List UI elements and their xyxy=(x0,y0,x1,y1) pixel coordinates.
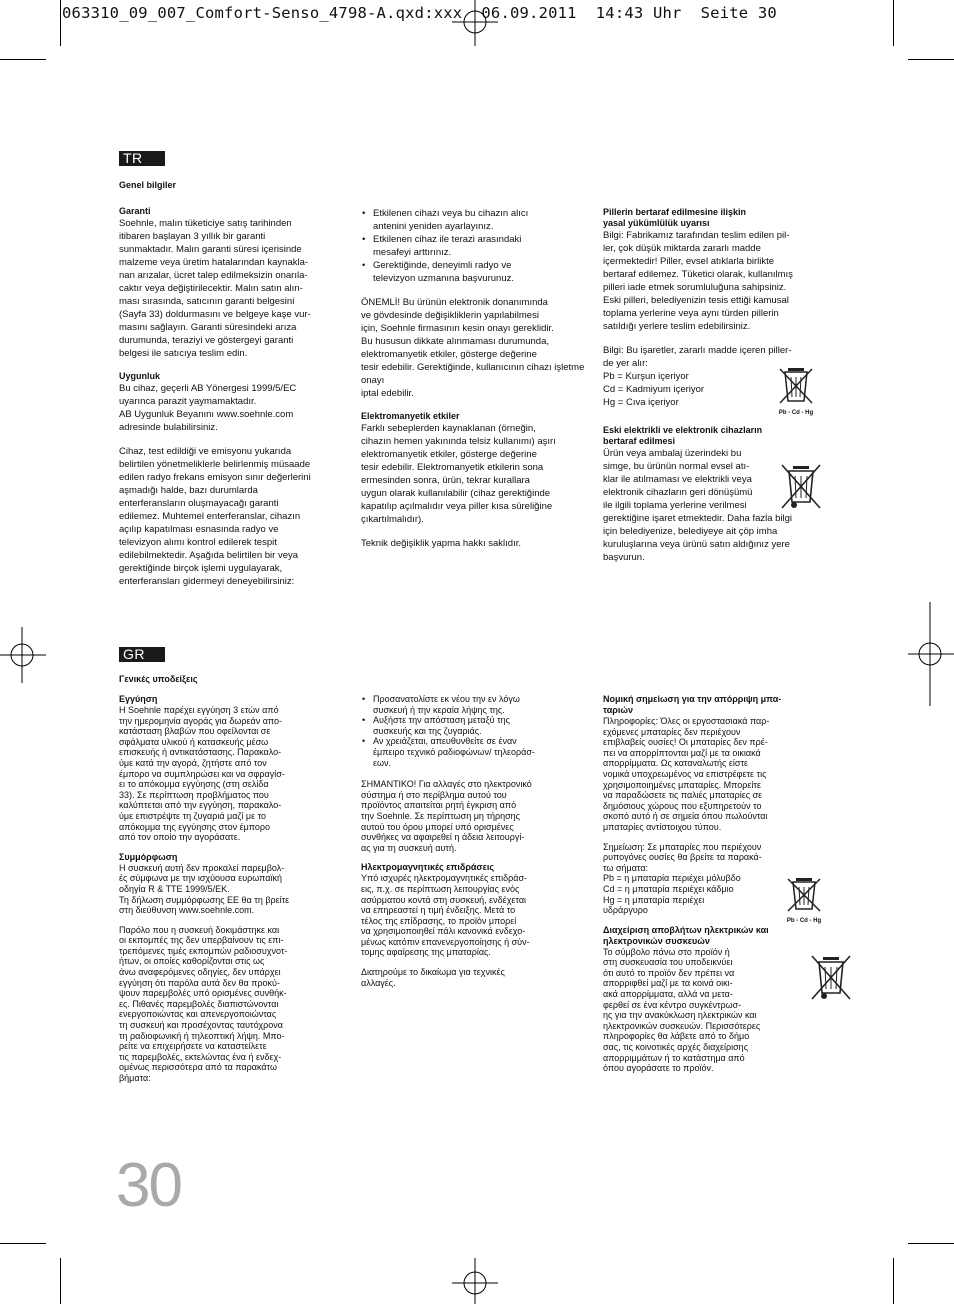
crop-mark-top-right-h xyxy=(908,59,954,60)
registration-mark-right-icon xyxy=(908,602,954,706)
gr-battery-bin-icon xyxy=(784,875,824,924)
tr-interference-text: Cihaz, test edildiği ve emisyonu yukarıda belirtilen yönetmeliklerle belirlenmiş müsaade edilen radyo frekans emisyon sınır değerlerini aşmadığı halde, bazı durumlarda enterferansların oluşmayacağı garanti edilemez. Muhtemel enterferanslar, cihazın açılıp kapatılması esnasında radyo ve televizyon alımı kontrol edilerek tespit edilebilmektedir. Aşağıda belirtilen bir veya gerektiğinde birçok işlemi uygulayarak, enterferansları gidermeyi deneyebilirsiniz: xyxy=(119,446,311,587)
tr-battery-note: Bilgi: Bu işaretler, zararlı madde içeren piller- de yer alır: Pb = Kurşun içeriyor Cd = Kadmiyum içeriyor Hg = Cıva içeriyor xyxy=(603,345,792,408)
tr-language-badge: TR xyxy=(119,151,165,166)
gr-battery-disposal-heading: Νομική σημείωση για την απόρριψη μπα- ταριών xyxy=(603,694,782,715)
crop-mark-top-left-v xyxy=(60,0,61,46)
tr-emc-heading: Elektromanyetik etkiler xyxy=(361,411,460,421)
gr-conformity-text: Η συσκευή αυτή δεν προκαλεί παρεμβολ- ές σύμφωνα με την ισχύουσα ευρωπαϊκή οδηγία R & TTE 1999/5/ΕΚ. Τη δήλωση συμμόρφωσης ΕΕ θα τη βρείτε στη διεύθυνση www.soehnle.com. xyxy=(119,862,290,916)
tr-battery-bin-icon xyxy=(776,365,816,416)
crop-mark-bottom-right-h xyxy=(908,1243,954,1244)
tr-battery-icon-caption: Pb - Cd - Hg xyxy=(778,410,814,416)
gr-emc-heading: Ηλεκτρομαγνητικές επιδράσεις xyxy=(361,862,495,873)
registration-mark-bottom-icon xyxy=(452,1258,498,1304)
gr-tech-change-text: Διατηρούμε το δικαίωμα για τεχνικές αλλαγές. xyxy=(361,967,505,988)
print-header: 063310_09_007_Comfort-Senso_4798-A.qxd:xxx 06.09.2011 14:43 Uhr Seite 30 xyxy=(62,4,777,22)
list-item: • Etkilenen cihaz ile terazi arasındaki mesafeyi arttırınız. xyxy=(373,233,586,259)
page-number: 30 xyxy=(116,1151,181,1220)
tr-conformity-heading: Uygunluk xyxy=(119,371,161,381)
list-item: • Προσανατολίστε εκ νέου την εν λόγω συσκευή ή την κεραία λήψης της. xyxy=(373,694,586,715)
crop-mark-bottom-left-v xyxy=(60,1258,61,1304)
tr-battery-disposal-text: Bilgi: Fabrikamız tarafından teslim edilen pil- ler, çok düşük miktarda zararlı madde içermektedir! Piller, evsel atıklarla birlikte bertaraf edilemez. Tüketici olarak, kullanılmış pilleri iade etmek sorumluluğuna sahipsiniz. Eski pilleri, belediyenizin tesis ettiği kamusal toplama yerlerine veya aynı türden pillerin satıldığı yerlere teslim edebilirsiniz. xyxy=(603,230,793,332)
gr-battery-note: Σημείωση: Σε μπαταρίες που περιέχουν ρυπογόνες ουσίες θα βρείτε τα παρακά- τω σήματα: Pb = η μπαταρία περιέχει μόλυβδο Cd = η μπαταρία περιέχει κάδμιο Hg = η μπαταρία περιέχει υδράργυρο xyxy=(603,841,762,916)
gr-battery-icon-caption: Pb - Cd - Hg xyxy=(786,918,822,924)
tr-emc-text: Farklı sebeplerden kaynaklanan (örneğin, cihazın hemen yakınında telsiz kullanımı) aşırı elektromanyetik etkiler, gösterge değerine tesir edebilir. Elektromanyetik etkilerin sona ermesinden sonra, ürün, tekrar kurallara uygun olarak kullanılabilir (cihaz gerektiğinde kapatılıp açılmalıdır veya piller kısa süreliğine çıkartılmalıdır). xyxy=(361,423,556,525)
gr-emc-text: Υπό ισχυρές ηλεκτρομαγνητικές επιδράσ- εις, π.χ. σε περίπτωση λειτουργίας ενός ασύρματου κοντά στη συσκευή, ενδέχεται να επηρεαστεί η τιμή ένδειξης. Μετά το τέλος της επίδρασης, το προϊόν μπορεί να χρησιμοποιηθεί πάλι κανονικά ενδεχο- μένως κατόπιν επανενεργοποίησης ή σύν- τομης αφαίρεσης της μπαταρίας. xyxy=(361,873,530,958)
tr-warranty-heading: Garanti xyxy=(119,206,151,216)
tr-battery-disposal-heading: Pillerin bertaraf edilmesine ilişkin yasal yükümlülük uyarısı xyxy=(603,207,747,228)
tr-column-2 xyxy=(361,207,586,561)
tr-weee-text: Ürün veya ambalaj üzerindeki bu simge, bu ürünün normal evsel atı- klar ile atılmaması ve elektrikli veya elektronik cihazların geri dönüşümü ile ilgili toplama yerlerine verilmesi gerektiğine işaret etmektedir. Daha fazla bilgi için belediyenize, belediyeye ait çöp imha kuruluşlarına veya ürünü satın aldığınız yere başvurun. xyxy=(603,448,793,563)
tr-section-title: Genel bilgiler xyxy=(119,180,177,190)
tr-weee-heading: Eski elektrikli ve elektronik cihazların bertaraf edilmesi xyxy=(603,425,763,446)
tr-warranty-text: Soehnle, malın tüketiciye satış tarihinden itibaren başlayan 3 yıllık bir garanti sunmaktadır. Malın garanti süresi içerisinde malzeme veya üretim hatalarından kaynakla- nan arızalar, ücret talep edilmeksizin onarıla- caktır veya değiştirilecektir. Malın satın alın- ması sırasında, satıcının garanti belgesini (Sayfa 33) doldurmasını ve belgeye kaşe vur- masını sağlayın. Garanti süresindeki arıza durumunda, teraziyi ve göstergeyi garanti belgesi ile satıcıya teslim edin. xyxy=(119,218,311,359)
gr-section-title: Γενικές υποδείξεις xyxy=(119,674,198,684)
crop-mark-top-right-v xyxy=(893,0,894,46)
list-item: • Etkilenen cihazı veya bu cihazın alıcı antenini yeniden ayarlayınız. xyxy=(373,207,586,233)
tr-important-text: ÖNEMLİ! Bu ürünün elektronik donanımında ve gövdesinde değişikliklerin yapılabilmesi için, Soehnle firmasının kesin onayı gereklidir. Bu hususun dikkate alınmaması durumunda, elektromanyetik etkiler, gösterge değerine tesir edebilir. Gerektiğinde, kullanıcının cihazı işletme onayı iptal edebilir. xyxy=(361,297,585,399)
gr-battery-disposal-text: Πληροφορίες: Όλες οι εργοστασιακά παρ- εχόμενες μπαταρίες δεν περιέχουν επιβλαβείς ουσίες! Οι μπαταρίες δεν πρέ- πει να απορρίπτονται μαζί με τα οικιακά απορρίμματα. Ως καταναλωτής είστε νομικά υποχρεωμένος να επιστρέφετε τις χρησιμοποιημένες μπαταρίες. Μπορείτε να παραδώσετε τις παλιές μπαταρίες σε δημόσιους χώρους που εξυπηρετούν το σκοπό αυτό ή σε σημεία όπου πωλούνται μπαταρίες αντίστοιχου τύπου. xyxy=(603,716,770,832)
gr-weee-crossed-bin-icon xyxy=(808,953,854,1003)
gr-interference-text: Παρόλο που η συσκευή δοκιμάστηκε και οι εκπομπές της δεν υπερβαίνουν τις επι- τρεπόμενες τιμές εκπομπών ραδιοσυχνοτ- ήτων, οι οποίες καθορίζονται στις ως άνω αναφερόμενες οδηγίες, δεν υπάρχει εγγύηση ότι παρόλα αυτά δεν θα προκύ- ψουν παρεμβολές υπό ορισμένες συνθήκ- ες. Πιθανές παρεμβολές διαπιστώνονται ενεργοποιώντας και απενεργοποιώντας τη συσκευή και προσέχοντας ταυτόχρονα τη ραδιοφωνική ή τηλεοπτική λήψη. Μπο- ρείτε να επιχειρήσετε να καταστείλετε τις παρεμβολές, εκτελώντας ένα ή ενδεχ- ομένως περισσότερα από τα παρακάτω βήματα: xyxy=(119,924,288,1083)
gr-column-2 xyxy=(361,694,586,997)
gr-column-1 xyxy=(119,694,344,1093)
tr-remedy-list xyxy=(361,207,586,285)
list-item: • Αν χρειάζεται, απευθυνθείτε σε έναν έμπειρο τεχνικό ραδιοφώνων/ τηλεοράσ- εων. xyxy=(373,736,586,768)
tr-tech-change-text: Teknik değişiklik yapma hakkı saklıdır. xyxy=(361,538,521,549)
tr-conformity-text: Bu cihaz, geçerli AB Yönergesi 1999/5/EC uyarınca parazit yaymamaktadır. AB Uygunluk Beyanını www.soehnle.com adresinde bulabilirsiniz. xyxy=(119,383,297,433)
tr-weee-crossed-bin-icon xyxy=(778,462,824,512)
registration-mark-left-icon xyxy=(0,627,46,683)
tr-column-1 xyxy=(119,206,339,599)
crop-mark-bottom-right-v xyxy=(893,1258,894,1304)
list-item: • Gerektiğinde, deneyimli radyo ve televizyon uzmanına başvurunuz. xyxy=(373,259,586,285)
registration-mark-top-icon xyxy=(452,0,498,46)
gr-warranty-heading: Εγγύηση xyxy=(119,694,158,704)
gr-important-text: ΣΗΜΑΝΤΙΚΟ! Για αλλαγές στο ηλεκτρονικό σύστημα ή στο περίβλημα αυτού του προϊόντος απαιτείται ρητή έγκριση από την Soehnle. Σε περίπτωση μη τήρησης αυτού του όρου μπορεί υπό ορισμένες συνθήκες να αφαιρεθεί η άδεια λειτουργί- ας για τη συσκευή αυτή. xyxy=(361,779,532,853)
gr-language-badge: GR xyxy=(119,647,165,662)
gr-weee-heading: Διαχείριση αποβλήτων ηλεκτρικών και ηλεκτρονικών συσκευών xyxy=(603,924,769,946)
gr-remedy-list xyxy=(361,694,586,768)
gr-conformity-heading: Συμμόρφωση xyxy=(119,851,178,862)
gr-warranty-text: Η Soehnle παρέχει εγγύηση 3 ετών από την ημερομηνία αγοράς για δωρεάν απο- κατάσταση βλαβών που οφείλονται σε σφάλματα υλικού ή κατασκευής μέσω επισκευής ή αντικατάστασης. Παρακαλο- ύμε κατά την αγορά, ζητήστε από τον έμπορο να συμπληρώσει και να σφραγίσ- ει το απόκομμα εγγύησης (στη σελίδα 33). Σε περίπτωση προβλήματος που καλύπτεται από την εγγύηση, παρακαλο- ύμε επιστρέψτε τη ζυγαριά μαζί με το απόκομμα της εγγύησης στον έμπορο από τον οποίο την αγοράσατε. xyxy=(119,705,285,843)
crop-mark-bottom-left-h xyxy=(0,1243,46,1244)
gr-weee-text: Το σύμβολο πάνω στο προϊόν ή στη συσκευασία του υποδεικνύει ότι αυτό το προϊόν δεν πρέπει να απορριφθεί μαζί με τα κοινά οικι- ακά απορρίμματα, αλλά να μετα- φερθεί σε ένα κέντρο συγκέντρωσ- ης για την ανακύκλωση ηλεκτρικών και ηλεκτρονικών συσκευών. Περισσότερες πληροφορίες θα λάβετε από το δήμο σας, τις κοινοτικές αρχές διαχείρισης απορριμμάτων ή το κατάστημα από όπου αγοράσατε το προϊόν. xyxy=(603,946,761,1074)
list-item: • Αυξήστε την απόσταση μεταξύ της συσκευής και της ζυγαριάς. xyxy=(373,715,586,736)
crop-mark-top-left-h xyxy=(0,59,46,60)
